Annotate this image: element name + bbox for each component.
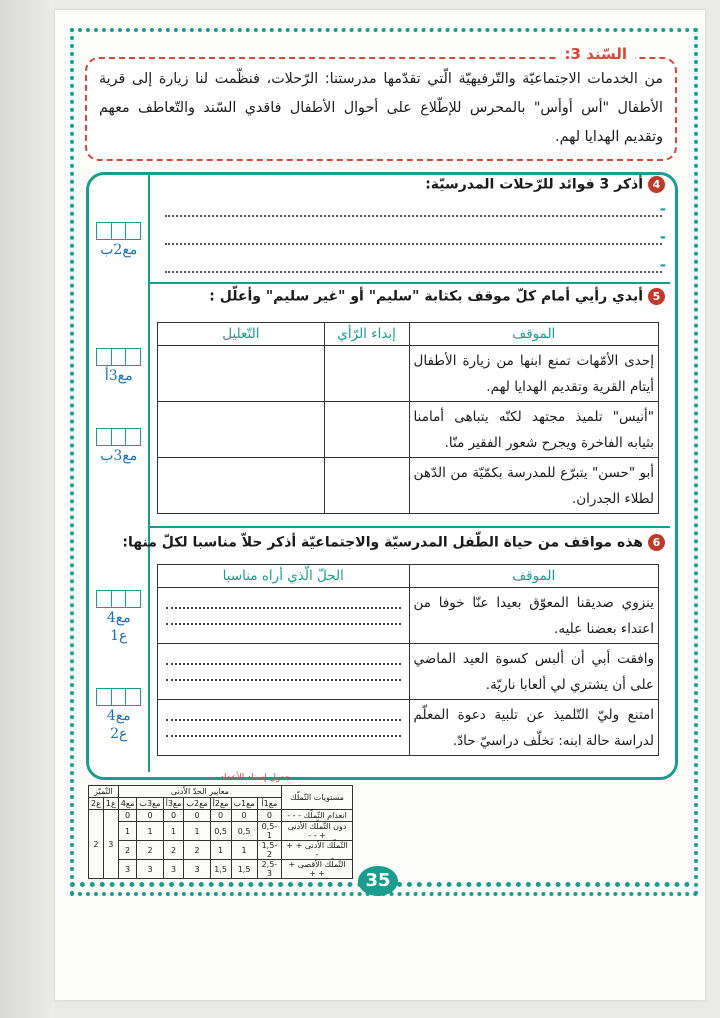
- header-justification: التّعليل: [158, 323, 325, 346]
- grid-value: 0: [184, 810, 210, 822]
- grid-value: 0,5-1: [257, 822, 281, 841]
- question-4-text: أذكر 3 فوائد للرّحلات المدرسيّة:: [425, 176, 643, 193]
- score-column-divider: [148, 174, 150, 772]
- score-label: مع4: [106, 610, 131, 626]
- header-situation: الموقف: [409, 323, 658, 346]
- opinion-cell[interactable]: [324, 402, 409, 458]
- grid-value: 0: [210, 810, 231, 822]
- grid-mastery: ع2: [89, 798, 104, 810]
- solution-cell[interactable]: [158, 644, 410, 700]
- score-label: مع2ب: [100, 242, 138, 258]
- grid-value: 1: [163, 822, 184, 841]
- grid-criterion: مع2ب: [184, 798, 210, 810]
- grid-value: 0,5: [231, 822, 257, 841]
- score-label: ع1: [110, 628, 128, 644]
- score-box-q5-b: [97, 428, 141, 464]
- grid-criterion: مع2أ: [210, 798, 231, 810]
- question-4-number: 4: [648, 176, 665, 193]
- sanad-title: السّند 3:: [557, 45, 636, 63]
- opinion-cell[interactable]: [324, 346, 409, 402]
- score-label: مع3أ: [104, 368, 133, 384]
- solution-cell[interactable]: [158, 700, 410, 756]
- grid-level: التّملّك الأدنى + + -: [282, 841, 353, 860]
- question-6-number: 6: [648, 534, 665, 551]
- grid-criterion: مع1ب: [231, 798, 257, 810]
- situation-cell: إحدى الأمّهات تمنع ابنها من زيارة الأطفال أيتام القرية وتقديم الهدايا لهم.: [409, 346, 658, 402]
- score-box-q5-a: [97, 348, 141, 384]
- grid-value: 0: [163, 810, 184, 822]
- situation-cell: امتنع وليّ التّلميذ عن تلبية دعوة المعلّم لدراسة حالة ابنه: تخلّف دراسيّ حادّ.: [409, 700, 659, 756]
- grid-level: التّملّك الأقصى + + +: [282, 860, 353, 879]
- opinion-table: [157, 322, 659, 514]
- grid-value: 1: [137, 822, 163, 841]
- grid-criterion: مع3ب: [137, 798, 163, 810]
- grid-level: دون التّملّك الأدنى + - -: [282, 822, 353, 841]
- grid-criterion: مع1أ: [257, 798, 281, 810]
- answer-line-2[interactable]: [165, 242, 662, 245]
- grid-value: 0,5: [210, 822, 231, 841]
- score-label: مع3ب: [100, 448, 138, 464]
- question-5-number: 5: [648, 288, 665, 305]
- grid-value: 0: [231, 810, 257, 822]
- sanad-text: من الخدمات الاجتماعيّة والتّرفيهيّة الّتي تقدّمها مدرستنا: الرّحلات، فنظّمت لنا زيارة إلى قرية الأطفال "أس أوأس" بالمحرس للإطّلاع على أحوال الأطفال فاقدي السّند والتّعاطف معهم وتقديم الهدايا لهم.: [99, 71, 663, 145]
- sanad-box: [85, 45, 677, 161]
- situation-cell: ينزوي صديقنا المعوّق بعيدا عنّا خوفا من اعتداء بعضنا عليه.: [409, 588, 659, 644]
- question-4-title: [425, 176, 665, 193]
- score-label: مع4: [106, 708, 131, 724]
- answer-dash: -: [659, 200, 666, 218]
- score-box-q6-a: [97, 590, 141, 644]
- grid-min-header: معايير الحدّ الأدنى: [118, 786, 281, 798]
- question-5-text: أبدي رأيي أمام كلّ موقف بكتابة "سليم" أو "غير سليم" وأعلّل :: [209, 288, 643, 305]
- grid-level: انعدام التّملّك - - -: [282, 810, 353, 822]
- solution-table: [157, 564, 659, 756]
- grid-criterion: مع4: [118, 798, 137, 810]
- grid-levels-header: مستويات التّملّك: [282, 786, 353, 810]
- opinion-cell[interactable]: [324, 458, 409, 514]
- answer-line-1[interactable]: [165, 214, 662, 217]
- grid-value: 1,5: [210, 860, 231, 879]
- situation-cell: "أنيس" تلميذ مجتهد لكنّه يتباهى أمامنا بثيابه الفاخرة ويجرح شعور الفقير منّا.: [409, 402, 658, 458]
- score-box-q4: [97, 222, 141, 258]
- situation-cell: وافقت أبي أن ألبس كسوة العيد الماضي على أن يشتري لي ألعابا ناريّة.: [409, 644, 659, 700]
- answer-dash: -: [659, 256, 666, 274]
- grid-criterion: مع3أ: [163, 798, 184, 810]
- grid-mastery-value: 3: [103, 810, 118, 879]
- answer-line-3[interactable]: [165, 270, 662, 273]
- grid-value: 2,5-3: [257, 860, 281, 879]
- grid-value: 3: [163, 860, 184, 879]
- grid-mastery: ع1: [103, 798, 118, 810]
- grid-value: 1: [184, 822, 210, 841]
- justification-cell[interactable]: [158, 402, 325, 458]
- answer-dash: -: [659, 228, 666, 246]
- grid-value: 0: [137, 810, 163, 822]
- question-6-title: [122, 534, 665, 551]
- question-6-text: هذه مواقف من حياة الطّفل المدرسيّة والاجتماعيّة أذكر حلاّ مناسبا لكلّ منها:: [122, 534, 643, 551]
- grid-value: 1: [210, 841, 231, 860]
- grid-value: 0: [118, 810, 137, 822]
- page-number: 35: [358, 866, 398, 896]
- grid-value: 3: [118, 860, 137, 879]
- section-separator: [150, 526, 670, 528]
- page-edge: [0, 0, 55, 1018]
- grid-value: 1,5-2: [257, 841, 281, 860]
- header-solution: الحلّ الّذي أراه مناسبا: [158, 565, 410, 588]
- section-separator: [150, 282, 670, 284]
- question-5-title: [209, 288, 665, 305]
- grading-grid-title: جدول إسناد الأعداد: [220, 773, 291, 783]
- header-opinion: إبداء الرّأي: [324, 323, 409, 346]
- grid-value: 1: [231, 841, 257, 860]
- grid-value: 1,5: [231, 860, 257, 879]
- situation-cell: أبو "حسن" يتبرّع للمدرسة بكمّيّة من الدّهن لطلاء الجدران.: [409, 458, 658, 514]
- justification-cell[interactable]: [158, 346, 325, 402]
- solution-cell[interactable]: [158, 588, 410, 644]
- grid-value: 2: [184, 841, 210, 860]
- justification-cell[interactable]: [158, 458, 325, 514]
- grid-mastery-header: التّميّز: [89, 786, 119, 798]
- grid-value: 2: [163, 841, 184, 860]
- header-situation: الموقف: [409, 565, 659, 588]
- score-box-q6-b: [97, 688, 141, 742]
- grid-mastery-value: 2: [89, 810, 104, 879]
- grid-value: 2: [118, 841, 137, 860]
- grid-value: 2: [137, 841, 163, 860]
- grid-value: 1: [118, 822, 137, 841]
- grading-grid: [88, 785, 353, 879]
- score-label: ع2: [110, 726, 128, 742]
- grid-value: 3: [137, 860, 163, 879]
- grid-value: 3: [184, 860, 210, 879]
- grid-value: 0: [257, 810, 281, 822]
